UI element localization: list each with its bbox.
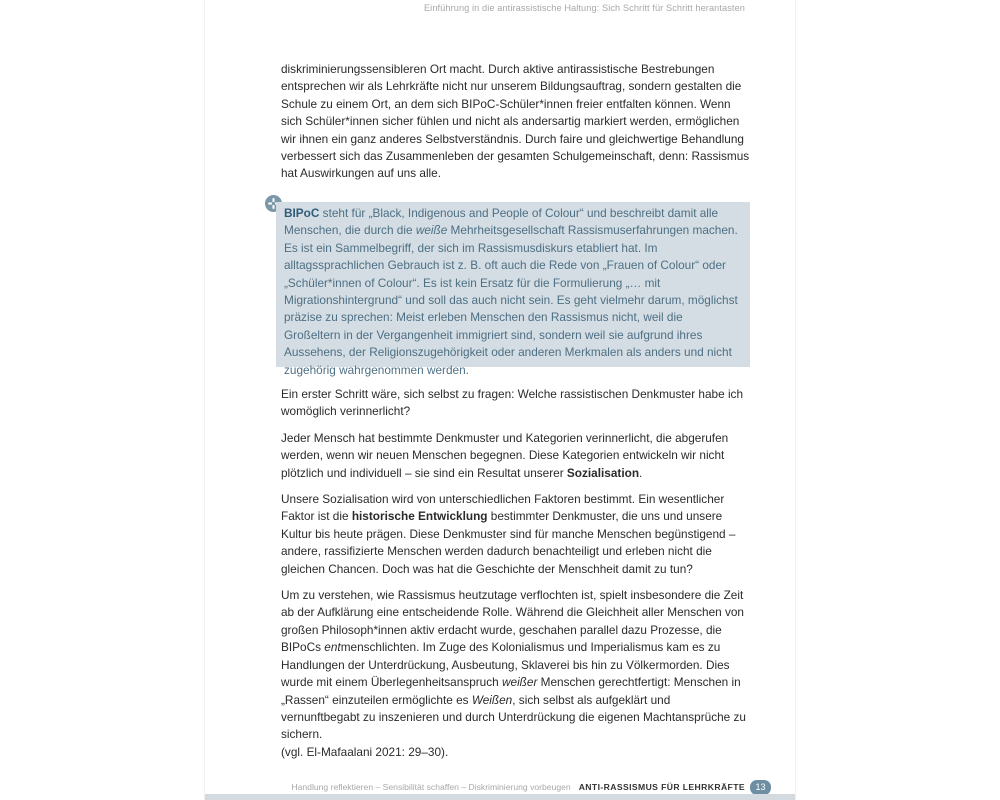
- paragraph-socialisation: Jeder Mensch hat bestimmte Denkmuster und Kategorien verinnerlicht, die abgerufen werden, wenn wir neuen Menschen begegnen. Diese Kategorien entwickeln wir nicht plötzlich und individuell – sie sind ein Resultat unserer Sozialisation.: [281, 430, 729, 480]
- keyword-sozialisation: Sozialisation: [566, 465, 640, 480]
- info-text: BIPoC steht für „Black, Indigenous and People of Colour“ und beschreibt damit alle Menschen, die durch die weiße Mehrheitsgesellschaft Rassismuserfahrungen machen. Es ist ein Sammelbegriff, der sich im Rassismusdiskurs etabliert hat. Im alltagssprachlichen Gebrauch ist z. B. oft auch die Rede von „Frauen of Colour“ oder „Schüler*innen of Colour“. Es ist kein Ersatz für die Formulierung „… mit Migrationshintergrund“ und soll das auch nicht sein. Es geht vielmehr darum, möglichst präzise zu sprechen: Meist erleben Menschen den Rassismus nicht, weil die Großeltern in der Vergangenheit immigriert sind, sondern weil sie aufgrund ihres Aussehens, der Religionszugehörigkeit oder anderen Merkmalen als anders und nicht zugehörig wahrgenommen werden.: [284, 206, 738, 377]
- running-header: Einführung in die antirassistische Haltung: Sich Schritt für Schritt herantasten: [423, 3, 745, 13]
- page-number-badge: 13: [750, 780, 771, 795]
- footer-book-title: ANTI-RASSISMUS FÜR LEHRKRÄFTE: [578, 782, 745, 792]
- paragraph-enlightenment: Um zu verstehen, wie Rassismus heutzutage verflochten ist, spielt insbesondere die Zeit ab der Aufklärung eine entscheidende Rolle. Während die Gleichheit aller Menschen von großen Philosoph*innen aktiv erdacht wurde, geschahen parallel dazu Prozesse, die BIPoCs entmenschlichten. Im Zuge des Kolonialismus und Imperialismus kam es zu Handlungen der Unterdrückung, Ausbeutung, Sklaverei bis hin zu Völkermorden. Dies wurde mit einem Überlegenheitsanspruch weißer Menschen gerechtfertigt: Menschen in „Rassen“ einzuteilen ermöglichte es Weißen, sich selbst als aufgeklärt und vernunftbegabt zu inszenieren und durch Unterdrückung die eigenen Machtansprüche zu sichern. (vgl. El-Mafaalani 2021: 29–30).: [281, 588, 746, 759]
- intro-text: [281, 61, 751, 183]
- paragraph-question: Ein erster Schritt wäre, sich selbst zu fragen: Welche rassistischen Denkmuster habe ich womöglich verinnerlicht?: [281, 387, 744, 419]
- bottom-bar: [205, 794, 795, 800]
- document-page: [205, 0, 795, 800]
- paragraph-history: Unsere Sozialisation wird von unterschiedlichen Faktoren bestimmt. Ein wesentlicher Faktor ist die historische Entwicklung bestimmter Denkmuster, die uns und unsere Kultur bis heute prägen. Diese Denkmuster sind für manche Menschen begünstigend – andere, rassifizierte Menschen werden dadurch benachteiligt und erleben nicht die gleichen Chancen. Doch was hat die Geschichte der Menschheit damit zu tun?: [281, 492, 736, 576]
- term-bipoc: BIPoC: [284, 206, 320, 220]
- citation: (vgl. El-Mafaalani 2021: 29–30).: [281, 744, 449, 759]
- footer-subtitle: Handlung reflektieren – Sensibilität schaffen – Diskriminierung vorbeugen: [291, 782, 571, 792]
- main-text: [281, 386, 751, 761]
- definition-box-bipoc: [276, 202, 750, 377]
- paragraph-intro: diskriminierungssensibleren Ort macht. Durch aktive antirassistische Bestrebungen entsprechen wir als Lehrkräfte nicht nur unserem Bildungsauftrag, sondern gestalten die Schule zu einem Ort, an dem sich BIPoC-Schüler*innen freier entfalten können. Wenn sich Schüler*innen sicher fühlen und nicht als andersartig markiert werden, ermöglichen wir ihnen ein ganz anderes Selbstverständnis. Durch faire und gleichwertige Behandlung verbessert sich das Zusammenleben der gesamten Schulgemeinschaft, denn: Rassismus hat Auswirkungen auf uns alle.: [281, 62, 750, 181]
- emphasis-weisse: weiße: [415, 223, 448, 238]
- keyword-historische-entwicklung: historische Entwicklung: [351, 509, 488, 524]
